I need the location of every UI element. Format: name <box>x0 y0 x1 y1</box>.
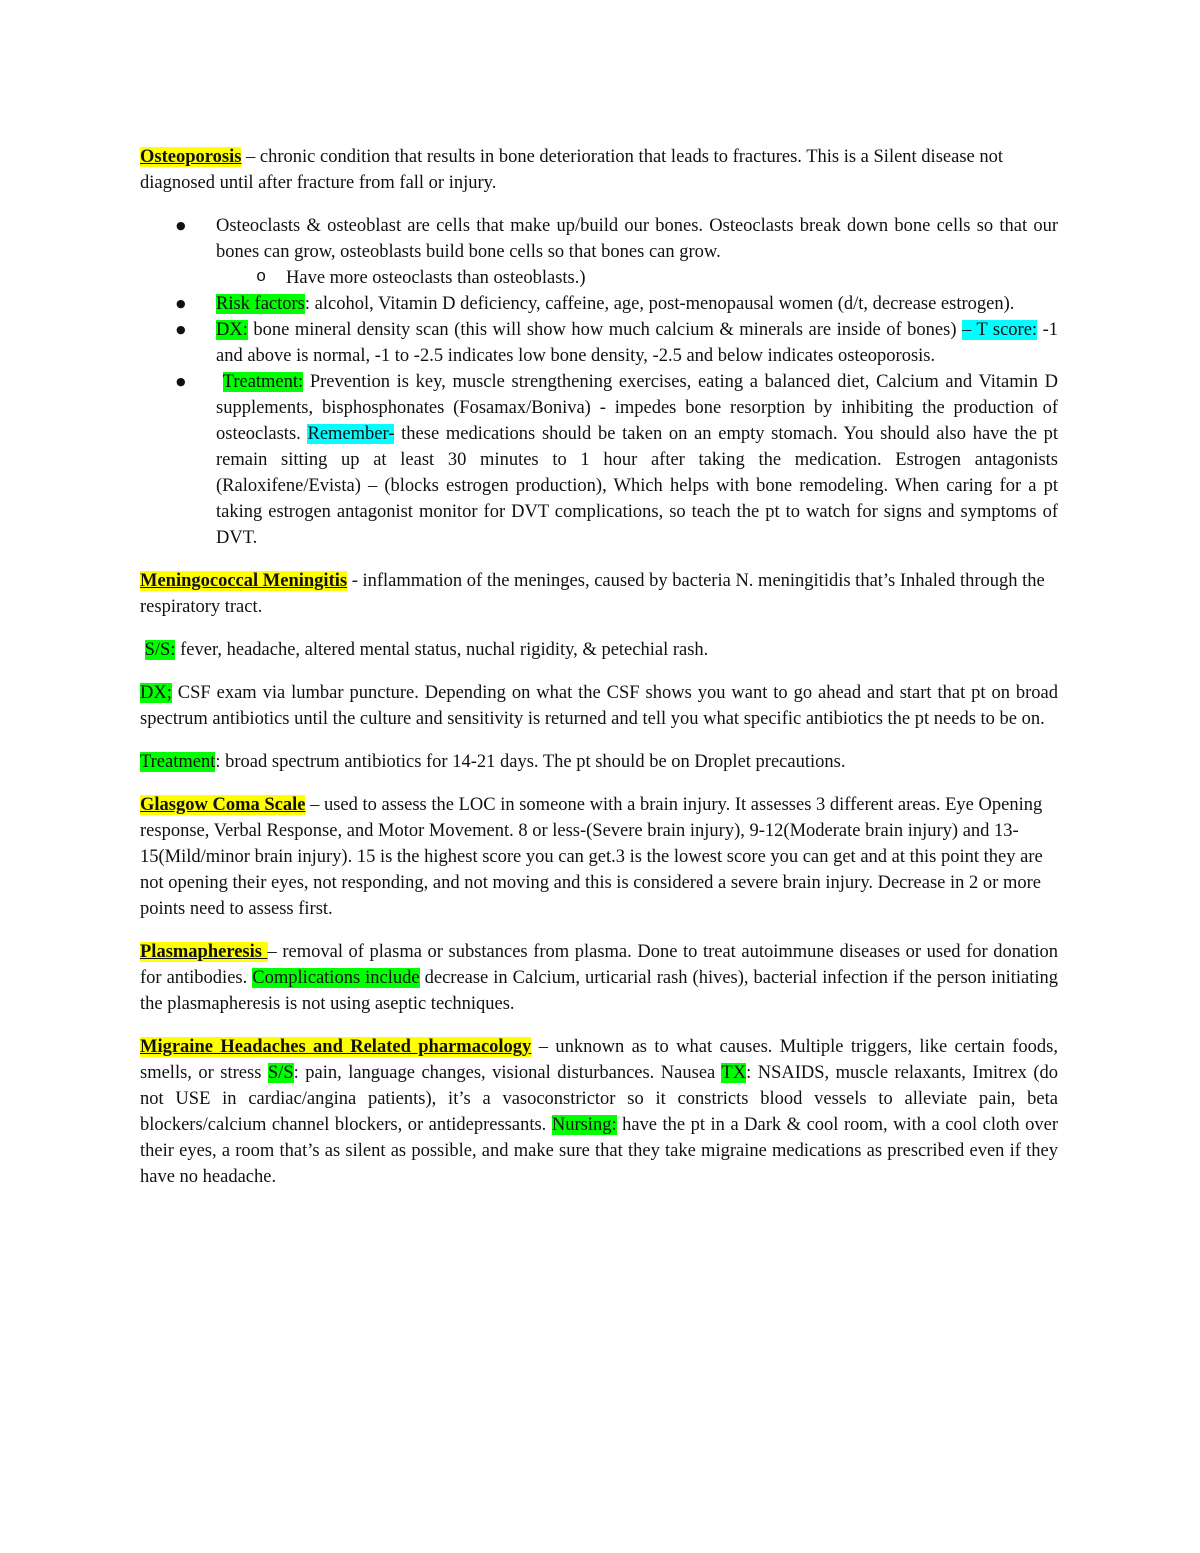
migraine-tx-label: TX <box>721 1063 747 1083</box>
osteoporosis-intro <box>140 144 1058 196</box>
risk-factors-label: Risk factors <box>216 294 305 314</box>
meningitis-dx-text: CSF exam via lumbar puncture. Depending on what the CSF shows you want to go ahead and start that pt on broad spectrum antibiotics until the culture and sensitivity is returned and tell you what specific antibiotics the pt needs to be on. <box>140 683 1058 729</box>
list-item <box>216 265 1058 291</box>
t-score-label: – T score: <box>962 320 1038 340</box>
meningitis-treatment-label: Treatment <box>140 752 216 772</box>
migraine-section <box>140 1034 1058 1190</box>
treatment-label: Treatment: <box>222 372 304 392</box>
glasgow-section <box>140 792 1058 922</box>
list-item <box>140 213 1058 291</box>
meningitis-signs <box>140 637 1058 663</box>
risk-factors-text: : alcohol, Vitamin D deficiency, caffeine, age, post-menopausal women (d/t, decrease estrogen). <box>304 294 1015 314</box>
remember-label: Remember- <box>307 424 395 444</box>
glasgow-text: – used to assess the LOC in someone with a brain injury. It assesses 3 different areas. Eye Opening response, Verbal Response, and Motor Movement. 8 or less-(Severe brain injury), 9-12(Moderate brain injury) and 13-15(Mild/minor brain injury). 15 is the highest score you can get.3 is the lowest score you can get and at this point they are not opening their eyes, not responding, and not moving and this is considered a severe brain injury. Decrease in 2 or more points need to assess first. <box>140 795 1043 919</box>
meningitis-dx-label: DX; <box>140 683 172 703</box>
complications-label: Complications include <box>252 968 420 988</box>
osteoporosis-bullet-list <box>140 213 1058 551</box>
migraine-heading: Migraine Headaches and Related pharmacology <box>140 1037 532 1057</box>
complications-text: decrease in Calcium, urticarial rash (hives), bacterial infection if the person initiating the plasmapheresis is not using aseptic techniques. <box>140 968 1058 1014</box>
meningitis-intro <box>140 568 1058 620</box>
dx-text: bone mineral density scan (this will show how much calcium & minerals are inside of bones) <box>247 320 963 340</box>
signs-symptoms-label: S/S: <box>144 640 176 660</box>
meningitis-treatment <box>140 749 1058 775</box>
meningitis-heading: Meningococcal Meningitis <box>140 571 348 591</box>
osteoporosis-sub-list <box>216 265 1058 291</box>
migraine-nursing-label: Nursing: <box>551 1115 617 1135</box>
meningitis-intro-text: - inflammation of the meninges, caused by bacteria N. meningitidis that’s Inhaled through the respiratory tract. <box>140 571 1045 617</box>
dx-label: DX: <box>216 320 248 340</box>
list-item <box>140 291 1058 317</box>
meningitis-diagnosis <box>140 680 1058 732</box>
osteoporosis-intro-text: – chronic condition that results in bone deterioration that leads to fractures. This is a Silent disease not diagnosed until after fracture from fall or injury. <box>140 147 1003 193</box>
migraine-ss-text: : pain, language changes, visional disturbances. Nausea <box>293 1063 722 1083</box>
glasgow-heading: Glasgow Coma Scale <box>140 795 306 815</box>
plasmapheresis-heading: Plasmapheresis <box>140 942 268 962</box>
signs-symptoms-text: fever, headache, altered mental status, nuchal rigidity, & petechial rash. <box>175 640 709 660</box>
migraine-ss-label: S/S <box>267 1063 294 1083</box>
meningitis-treatment-text: : broad spectrum antibiotics for 14-21 days. The pt should be on Droplet precautions. <box>215 752 846 772</box>
osteoclasts-sub-text: Have more osteoclasts than osteoblasts.) <box>286 268 586 288</box>
list-item <box>140 369 1058 551</box>
document-body <box>140 144 1058 1207</box>
t-score-text: -1 and above is normal, -1 to -2.5 indicates low bone density, -2.5 and below indicates osteoporosis. <box>216 320 1058 366</box>
migraine-tx-text: : NSAIDS, muscle relaxants, Imitrex (do not USE in cardiac/angina patients), it’s a vasoconstrictor so it constricts blood vessels to alleviate pain, beta blockers/calcium channel blockers, or antidepressants. <box>140 1063 1059 1135</box>
plasmapheresis-section <box>140 939 1058 1017</box>
treatment-text-continued: these medications should be taken on an empty stomach. You should also have the pt remain sitting up at least 30 minutes to 1 hour after taking the medication. Estrogen antagonists (Raloxifene/Evista) – (blocks estrogen production), Which helps with bone remodeling. When caring for a pt taking estrogen antagonist monitor for DVT complications, so teach the pt to watch for signs and symptoms of DVT. <box>216 424 1059 548</box>
migraine-nursing-text: have the pt in a Dark & cool room, with a cool cloth over their eyes, a room that’s as silent as possible, and make sure that they take migraine medications as prescribed even if they have no headache. <box>140 1115 1059 1187</box>
migraine-text: – unknown as to what causes. Multiple triggers, like certain foods, smells, or stress <box>140 1037 1058 1083</box>
treatment-text: Prevention is key, muscle strengthening exercises, eating a balanced diet, Calcium and Vitamin D supplements, bisphosphonates (Fosamax/Boniva) - impedes bone resorption by inhibiting the production of osteoclasts. <box>216 372 1059 444</box>
osteoclasts-text: Osteoclasts & osteoblast are cells that make up/build our bones. Osteoclasts break down bone cells so that our bones can grow, osteoblasts build bone cells so that bones can grow. <box>216 216 1058 262</box>
list-item <box>140 317 1058 369</box>
osteoporosis-heading: Osteoporosis <box>140 147 242 167</box>
plasmapheresis-text: – removal of plasma or substances from plasma. Done to treat autoimmune diseases or used for donation for antibodies. <box>140 942 1058 988</box>
